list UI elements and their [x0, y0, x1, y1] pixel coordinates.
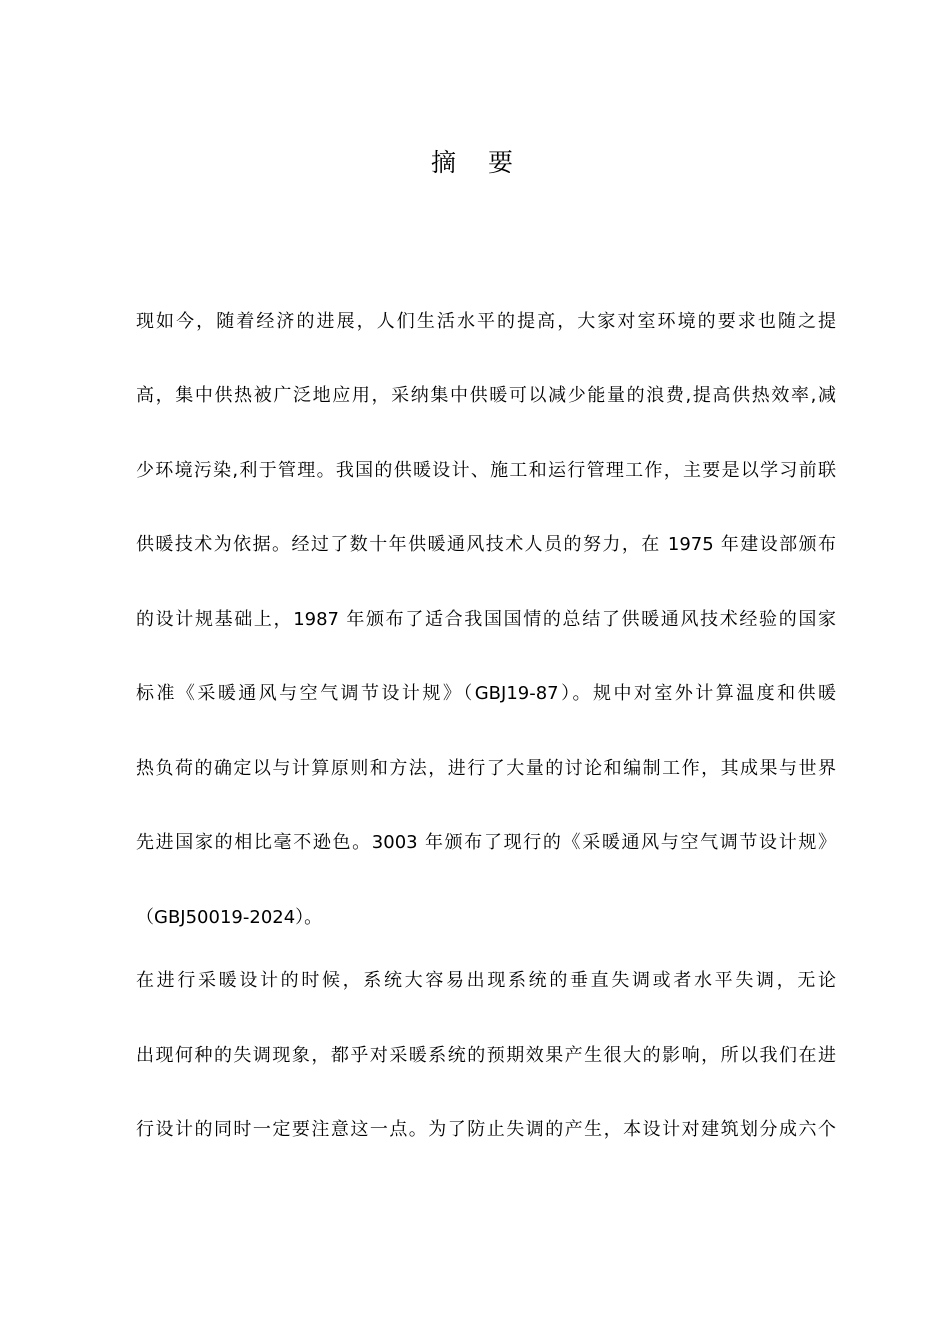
paragraph-1-line-4: 供暖技术为依据。经过了数十年供暖通风技术人员的努力，在 1975 年建设部颁布: [136, 534, 836, 555]
paragraph-1-line-6: 标准《采暖通风与空气调节设计规》（GBJ19-87）。规中对室外计算温度和供暖: [136, 683, 836, 704]
paragraph-1-line-2: 高，集中供热被广泛地应用，采纳集中供暖可以减少能量的浪费,提高供热效率,减: [136, 385, 836, 406]
paragraph-2-line-1: 在进行采暖设计的时候，系统大容易出现系统的垂直失调或者水平失调，无论: [136, 970, 836, 991]
paragraph-1-line-9: （GBJ50019-2024）。: [136, 907, 323, 928]
paragraph-1-line-3: 少环境污染,利于管理。我国的供暖设计、施工和运行管理工作，主要是以学习前联: [136, 460, 836, 481]
paragraph-1-line-7: 热负荷的确定以与计算原则和方法，进行了大量的讨论和编制工作，其成果与世界: [136, 758, 836, 779]
page-title: 摘 要: [431, 148, 525, 177]
paragraph-1-line-5: 的设计规基础上，1987 年颁布了适合我国国情的总结了供暖通风技术经验的国家: [136, 609, 836, 630]
paragraph-2-line-2: 出现何种的失调现象，都乎对采暖系统的预期效果产生很大的影响，所以我们在进: [136, 1045, 836, 1066]
paragraph-1-line-8: 先进国家的相比毫不逊色。3003 年颁布了现行的《采暖通风与空气调节设计规》: [136, 832, 836, 853]
paragraph-2-line-3: 行设计的同时一定要注意这一点。为了防止失调的产生，本设计对建筑划分成六个: [136, 1119, 836, 1140]
paragraph-1-line-1: 现如今，随着经济的进展，人们生活水平的提高，大家对室环境的要求也随之提: [136, 311, 836, 332]
